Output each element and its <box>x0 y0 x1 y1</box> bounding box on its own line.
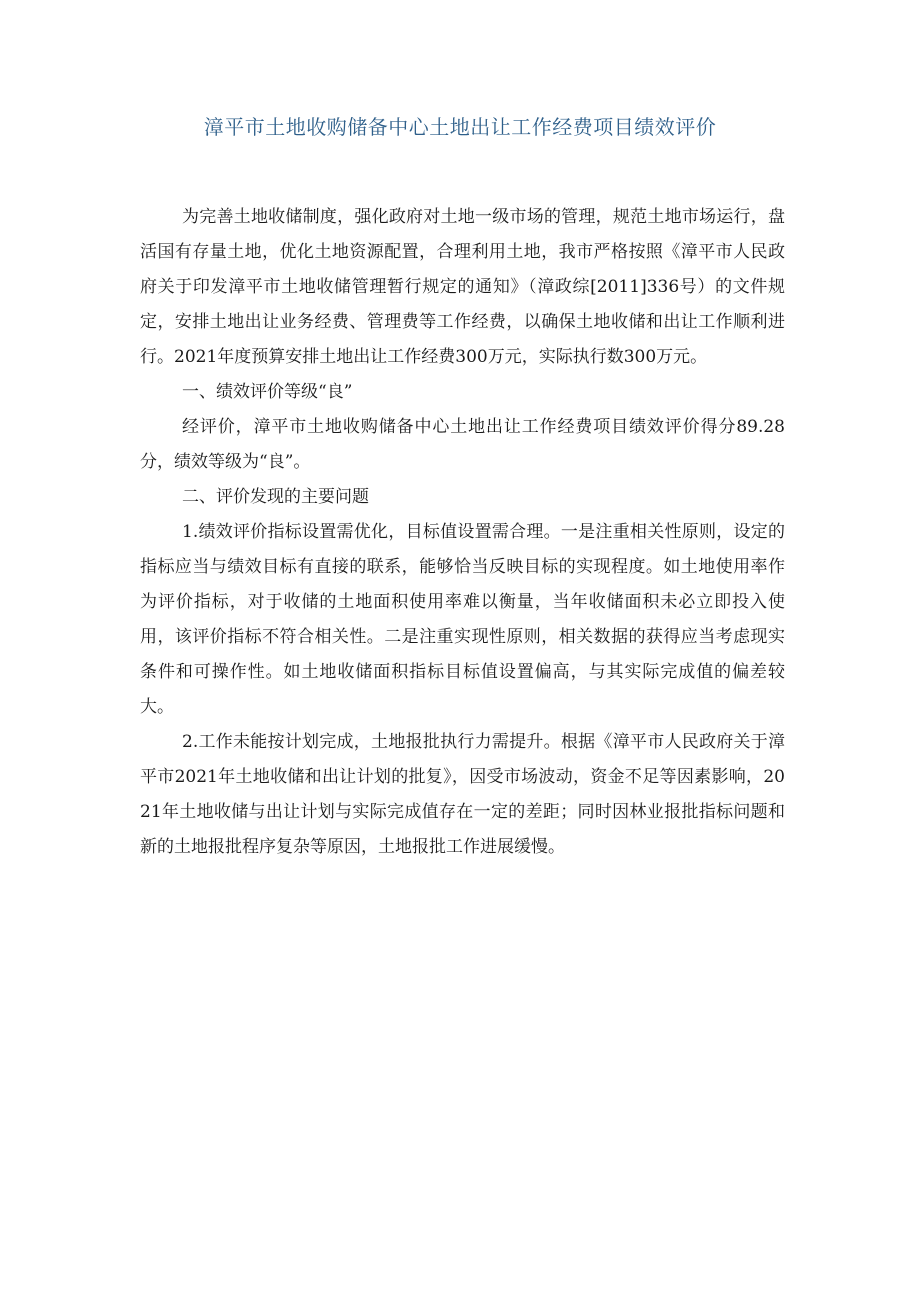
document-body <box>140 200 785 865</box>
document-title: 漳平市土地收购储备中心土地出让工作经费项目绩效评价 <box>203 115 717 139</box>
issue-paragraph-2: 2.工作未能按计划完成，土地报批执行力需提升。根据《漳平市人民政府关于漳平市2021年土地收储和出让计划的批复》，因受市场波动，资金不足等因素影响，2021年土地收储与出让计划与实际完成值存在一定的差距；同时因林业报批指标问题和新的土地报批程序复杂等原因，土地报批工作进展缓慢。 <box>140 732 785 857</box>
rating-paragraph: 经评价，漳平市土地收购储备中心土地出让工作经费项目绩效评价得分89.28分，绩效等级为“良”。 <box>140 417 785 472</box>
intro-paragraph: 为完善土地收储制度，强化政府对土地一级市场的管理，规范土地市场运行，盘活国有存量土地，优化土地资源配置，合理利用土地，我市严格按照《漳平市人民政府关于印发漳平市土地收储管理暂行规定的通知》（漳政综[2011]336号）的文件规定，安排土地出让业务经费、管理费等工作经费，以确保土地收储和出让工作顺利进行。2021年度预算安排土地出让工作经费300万元，实际执行数300万元。 <box>140 207 785 367</box>
issue-paragraph-1: 1.绩效评价指标设置需优化，目标值设置需合理。一是注重相关性原则，设定的指标应当与绩效目标有直接的联系，能够恰当反映目标的实现程度。如土地使用率作为评价指标，对于收储的土地面积使用率难以衡量，当年收储面积未必立即投入使用，该评价指标不符合相关性。二是注重实现性原则，相关数据的获得应当考虑现实条件和可操作性。如土地收储面积指标目标值设置偏高，与其实际完成值的偏差较大。 <box>140 522 785 717</box>
section-heading-issues: 二、评价发现的主要问题 <box>182 487 369 507</box>
section-heading-rating: 一、绩效评价等级“良” <box>182 382 353 402</box>
